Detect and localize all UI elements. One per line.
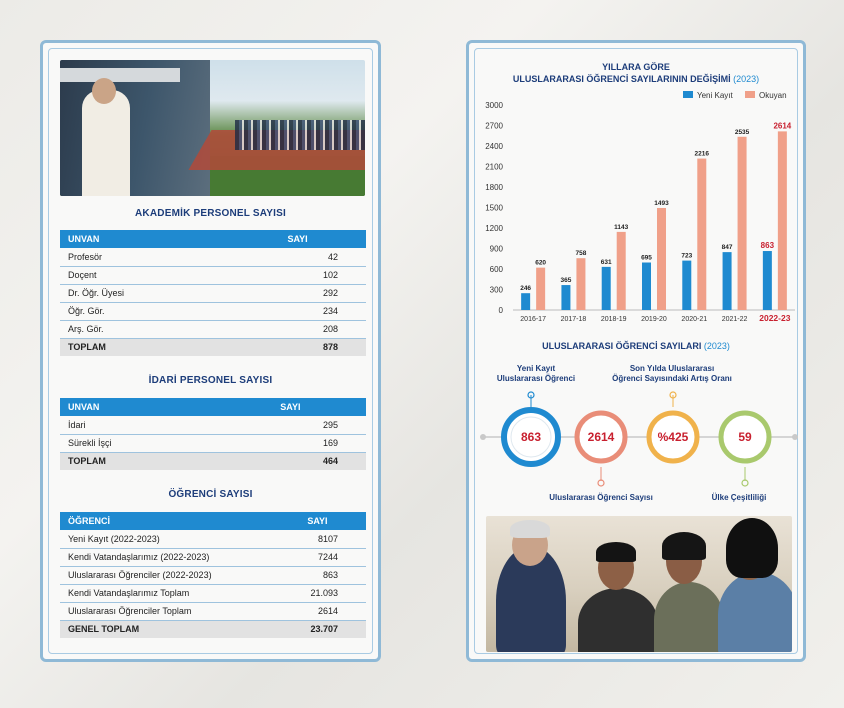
total-label: TOPLAM bbox=[60, 452, 225, 470]
admin-staff-title: İDARİ PERSONEL SAYISI bbox=[148, 375, 273, 386]
y-tick-label: 900 bbox=[489, 244, 503, 254]
bar-okuyan-2021-22 bbox=[738, 137, 747, 310]
bar-yeni-kayit-2021-22 bbox=[723, 252, 732, 310]
label-country-diversity: Ülke Çeşitliliği bbox=[711, 493, 767, 502]
row-label: Yeni Kayıt (2022-2023) bbox=[60, 530, 279, 548]
intl-title-year: (2023) bbox=[703, 341, 730, 351]
value-increase-rate: %425 bbox=[657, 430, 689, 444]
data-label: 863 bbox=[760, 241, 775, 251]
table-row bbox=[60, 566, 366, 584]
x-tick-label: 2019-20 bbox=[641, 316, 667, 323]
graduation-ceremony-photo bbox=[60, 60, 365, 196]
table-row bbox=[60, 602, 366, 620]
data-label: 758 bbox=[575, 250, 587, 258]
academic-staff-table bbox=[60, 230, 366, 356]
bar-okuyan-2020-21 bbox=[697, 159, 706, 310]
table-row bbox=[60, 320, 366, 338]
data-label: 1143 bbox=[614, 223, 629, 231]
bar-okuyan-2018-19 bbox=[617, 232, 626, 310]
row-label: Uluslararası Öğrenciler Toplam bbox=[60, 602, 279, 620]
bar-okuyan-2022-23 bbox=[778, 131, 787, 310]
table-row bbox=[60, 530, 366, 548]
right-panel bbox=[466, 40, 806, 662]
col-count: SAYI bbox=[279, 512, 366, 530]
data-label: 620 bbox=[535, 259, 547, 267]
row-label: Kendi Vatandaşlarımız (2022-2023) bbox=[60, 548, 279, 566]
label-total-intl: Uluslararası Öğrenci Sayısı bbox=[549, 493, 653, 502]
table-row bbox=[60, 416, 366, 434]
row-label: İdari bbox=[60, 416, 225, 434]
table-row bbox=[60, 584, 366, 602]
row-value: 7244 bbox=[279, 548, 366, 566]
circle-new-registration bbox=[504, 410, 558, 464]
table-row bbox=[60, 266, 366, 284]
students-title: ÖĞRENCİ SAYISI bbox=[168, 489, 253, 500]
y-tick-label: 2400 bbox=[485, 142, 503, 151]
value-new-registration: 863 bbox=[520, 430, 542, 444]
total-label: TOPLAM bbox=[60, 338, 239, 356]
row-label: Sürekli İşçi bbox=[60, 434, 225, 452]
y-tick-label: 2100 bbox=[485, 162, 503, 172]
x-tick-label: 2021-22 bbox=[721, 316, 748, 323]
data-label: 2216 bbox=[694, 150, 710, 158]
col-count: SAYI bbox=[239, 230, 366, 248]
admin-staff-table bbox=[60, 398, 366, 470]
y-tick-label: 0 bbox=[498, 306, 503, 315]
x-tick-label: 2018-19 bbox=[600, 316, 627, 323]
data-label: 695 bbox=[641, 254, 652, 262]
bar-okuyan-2017-18 bbox=[576, 258, 585, 310]
label-rate-line2: Öğrenci Sayısındaki Artış Oranı bbox=[612, 374, 732, 383]
data-label: 2614 bbox=[773, 121, 792, 131]
y-tick-label: 3000 bbox=[485, 101, 503, 110]
row-value: 8107 bbox=[279, 530, 366, 548]
table-row bbox=[60, 284, 366, 302]
row-value: 292 bbox=[239, 284, 366, 302]
total-row bbox=[60, 452, 366, 470]
table-header bbox=[60, 512, 366, 530]
row-label: Öğr. Gör. bbox=[60, 302, 239, 320]
y-tick-label: 1500 bbox=[485, 203, 503, 213]
row-label: Dr. Öğr. Üyesi bbox=[60, 284, 239, 302]
bar-yeni-kayit-2019-20 bbox=[642, 263, 651, 310]
row-label: Profesör bbox=[60, 248, 239, 266]
table-row bbox=[60, 302, 366, 320]
data-label: 631 bbox=[600, 258, 612, 266]
bar-okuyan-2019-20 bbox=[657, 208, 666, 310]
row-label: Uluslararası Öğrenciler (2022-2023) bbox=[60, 566, 279, 584]
data-label: 246 bbox=[520, 285, 532, 293]
y-tick-label: 2700 bbox=[485, 121, 503, 131]
y-tick-label: 1800 bbox=[485, 183, 503, 192]
row-value: 234 bbox=[239, 302, 366, 320]
table-row bbox=[60, 248, 366, 266]
data-label: 847 bbox=[721, 244, 733, 252]
data-label: 2535 bbox=[734, 128, 750, 136]
bar-yeni-kayit-2018-19 bbox=[602, 267, 611, 310]
label-increase-rate bbox=[597, 364, 747, 384]
total-value: 878 bbox=[239, 338, 366, 356]
students-table bbox=[60, 512, 366, 638]
data-label: 723 bbox=[681, 252, 693, 260]
value-total-intl: 2614 bbox=[587, 430, 615, 444]
students-with-rector-photo bbox=[486, 516, 792, 652]
col-title: ÖĞRENCİ bbox=[60, 512, 279, 530]
col-title: UNVAN bbox=[60, 230, 239, 248]
y-tick-label: 300 bbox=[489, 285, 503, 295]
x-tick-label: 2016-17 bbox=[520, 316, 546, 323]
legend-label: Yeni Kayıt bbox=[697, 91, 733, 100]
intl-title-text: ULUSLARARASI ÖĞRENCİ SAYILARI bbox=[542, 341, 702, 351]
row-value: 208 bbox=[239, 320, 366, 338]
row-value: 42 bbox=[239, 248, 366, 266]
label-new-registration bbox=[481, 364, 591, 384]
academic-staff-title: AKADEMİK PERSONEL SAYISI bbox=[135, 208, 286, 219]
row-value: 169 bbox=[225, 434, 366, 452]
total-row bbox=[60, 338, 366, 356]
legend-swatch-yeni-kayit bbox=[683, 91, 693, 98]
y-tick-label: 600 bbox=[489, 265, 503, 274]
row-label: Doçent bbox=[60, 266, 239, 284]
total-value: 464 bbox=[225, 452, 366, 470]
label-new-line1: Yeni Kayıt bbox=[516, 364, 556, 373]
x-tick-label: 2017-18 bbox=[560, 316, 587, 323]
bar-yeni-kayit-2020-21 bbox=[682, 261, 691, 310]
total-value: 23.707 bbox=[279, 620, 366, 638]
bar-okuyan-2016-17 bbox=[536, 268, 545, 310]
label-rate-line1: Son Yılda Uluslararası bbox=[629, 364, 715, 373]
row-value: 2614 bbox=[279, 602, 366, 620]
international-students-bar-chart bbox=[477, 91, 801, 331]
chart-title-line2: ULUSLARARASI ÖĞRENCİ SAYILARININ DEĞİŞİMİ bbox=[512, 74, 731, 84]
value-country-diversity: 59 bbox=[738, 430, 752, 444]
x-tick-label: 2020-21 bbox=[681, 316, 708, 323]
circle-total-intl bbox=[577, 413, 625, 461]
row-value: 102 bbox=[239, 266, 366, 284]
table-header bbox=[60, 230, 366, 248]
intl-infographic bbox=[477, 391, 801, 501]
row-value: 295 bbox=[225, 416, 366, 434]
data-label: 365 bbox=[560, 277, 572, 285]
bar-yeni-kayit-2016-17 bbox=[521, 293, 530, 310]
table-header bbox=[60, 398, 366, 416]
y-tick-label: 1200 bbox=[485, 224, 503, 233]
legend-swatch-okuyan bbox=[745, 91, 755, 98]
intl-title bbox=[469, 341, 803, 351]
row-label: Kendi Vatandaşlarımız Toplam bbox=[60, 584, 279, 602]
chart-title-line1: YILLARA GÖRE bbox=[602, 62, 670, 72]
circle-country-diversity bbox=[721, 413, 769, 461]
label-new-line2: Uluslararası Öğrenci bbox=[496, 374, 576, 383]
table-row bbox=[60, 434, 366, 452]
data-label: 1493 bbox=[654, 199, 669, 207]
total-row bbox=[60, 620, 366, 638]
col-count: SAYI bbox=[225, 398, 366, 416]
table-row bbox=[60, 548, 366, 566]
total-label: GENEL TOPLAM bbox=[60, 620, 279, 638]
x-tick-label: 2022-23 bbox=[759, 313, 791, 323]
legend-label: Okuyan bbox=[759, 91, 787, 100]
col-title: UNVAN bbox=[60, 398, 225, 416]
bar-yeni-kayit-2022-23 bbox=[763, 251, 772, 310]
row-value: 863 bbox=[279, 566, 366, 584]
row-value: 21.093 bbox=[279, 584, 366, 602]
circle-increase-rate bbox=[649, 413, 697, 461]
row-label: Arş. Gör. bbox=[60, 320, 239, 338]
left-panel bbox=[40, 40, 381, 662]
bar-yeni-kayit-2017-18 bbox=[561, 285, 570, 310]
chart-title bbox=[469, 61, 803, 85]
chart-title-year: (2023) bbox=[733, 74, 760, 84]
